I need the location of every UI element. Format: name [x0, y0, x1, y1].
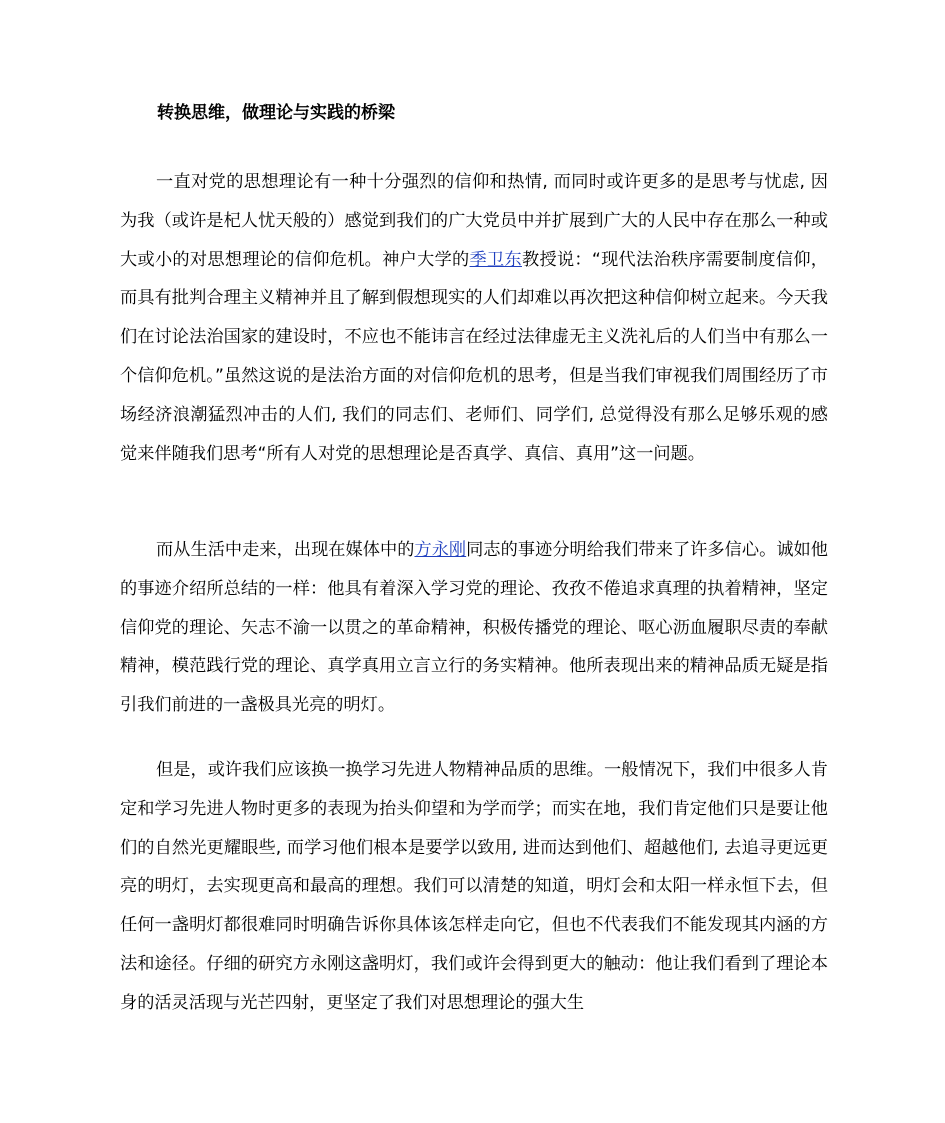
document-title: 转换思维，做理论与实践的桥梁 [157, 103, 395, 123]
link-fang-yonggang[interactable]: 方永刚 [414, 540, 467, 560]
paragraph-1 [120, 163, 828, 473]
paragraph-1-text-before: 一直对党的思想理论有一种十分强烈的信仰和热情, 而同时或许更多的是思考与忧虑, 因为我（或许是杞人忧天般的）感觉到我们的广大党员中并扩展到广大的人民中存在那么一种或大或小的对思想理论的信仰危机。神户大学的 [120, 172, 828, 270]
paragraph-1-text-after: 教授说：“现代法治秩序需要制度信仰，而具有批判合理主义精神并且了解到假想现实的人们却难以再次把这种信仰树立起来。今天我们在讨论法治国家的建设时，不应也不能讳言在经过法律虚无主义洗礼后的人们当中有那么一个信仰危机。”虽然这说的是法治方面的对信仰危机的思考，但是当我们审视我们周围经历了市场经济浪潮猛烈冲击的人们, 我们的同志们、老师们、同学们, 总觉得没有那么足够乐观的感觉来伴随我们思考“所有人对党的思想理论是否真学、真信、真用”这一问题。 [120, 249, 828, 464]
paragraph-2-text-after: 同志的事迹分明给我们带来了许多信心。诚如他的事迹介绍所总结的一样：他具有着深入学习党的理论、孜孜不倦追求真理的执着精神，坚定信仰党的理论、矢志不渝一以贯之的革命精神，积极传播党的理论、呕心沥血履职尽责的奉献精神，模范践行党的理论、真学真用立言立行的务实精神。他所表现出来的精神品质无疑是指引我们前进的一盏极具光亮的明灯。 [120, 540, 828, 716]
link-ji-weidong[interactable]: 季卫东 [469, 249, 522, 270]
paragraph-2 [120, 531, 828, 725]
paragraph-2-text-before: 而从生活中走来，出现在媒体中的 [156, 540, 415, 560]
paragraph-3: 但是，或许我们应该换一换学习先进人物精神品质的思维。一般情况下，我们中很多人肯定和学习先进人物时更多的表现为抬头仰望和为学而学；而实在地，我们肯定他们只是要让他们的自然光更耀眼些, 而学习他们根本是要学以致用, 进而达到他们、超越他们, 去追寻更远更亮的明灯，去实现更高和最高的理想。我们可以清楚的知道，明灯会和太阳一样永恒下去，但任何一盏明灯都很难同时明确告诉你具体该怎样走向它，但也不代表我们不能发现其内涵的方法和途径。仔细的研究方永刚这盏明灯，我们或许会得到更大的触动：他让我们看到了理论本身的活灵活现与光芒四射，更坚定了我们对思想理论的强大生 [120, 760, 828, 1013]
